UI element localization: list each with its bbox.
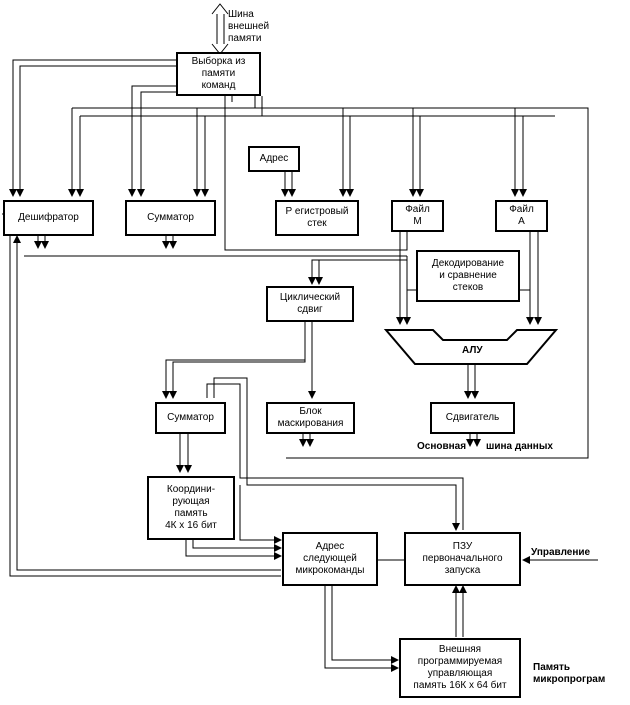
next-address-block: Адрес следующей микрокоманды bbox=[282, 532, 378, 586]
address-block: Адрес bbox=[248, 146, 300, 172]
control-label: Управление bbox=[531, 547, 591, 558]
register-stack-block: Р егистровый стек bbox=[275, 200, 359, 236]
decoder-block: Дешифратор bbox=[3, 200, 94, 236]
alu-label: АЛУ bbox=[462, 345, 483, 356]
adder2-block: Сумматор bbox=[155, 402, 226, 434]
fetch-block: Выборка из памяти команд bbox=[176, 52, 261, 96]
data-bus-label-data: шина данных bbox=[486, 441, 553, 452]
external-bus-arrow bbox=[212, 4, 228, 54]
data-bus-label-main: Основная bbox=[417, 441, 467, 452]
file-a-block: Файл А bbox=[495, 200, 548, 232]
coord-memory-block: Координи- рующая память 4К х 16 бит bbox=[147, 476, 235, 540]
external-memory-block: Внешняя программируемая управляющая память 16К х 64 бит bbox=[399, 638, 521, 698]
external-bus-label: Шина внешней памяти bbox=[228, 9, 270, 44]
file-m-block: Файл М bbox=[391, 200, 444, 232]
adder1-block: Сумматор bbox=[125, 200, 216, 236]
boot-rom-block: ПЗУ первоначального запуска bbox=[404, 532, 521, 586]
microprogram-memory-label: Память микропрограм bbox=[533, 662, 606, 685]
decode-compare-block: Декодирование и сравнение стеков bbox=[416, 250, 520, 302]
mask-block: Блок маскирования bbox=[266, 402, 355, 434]
shifter-block: Сдвигатель bbox=[430, 402, 515, 434]
cyclic-shift-block: Циклический сдвиг bbox=[266, 286, 354, 322]
